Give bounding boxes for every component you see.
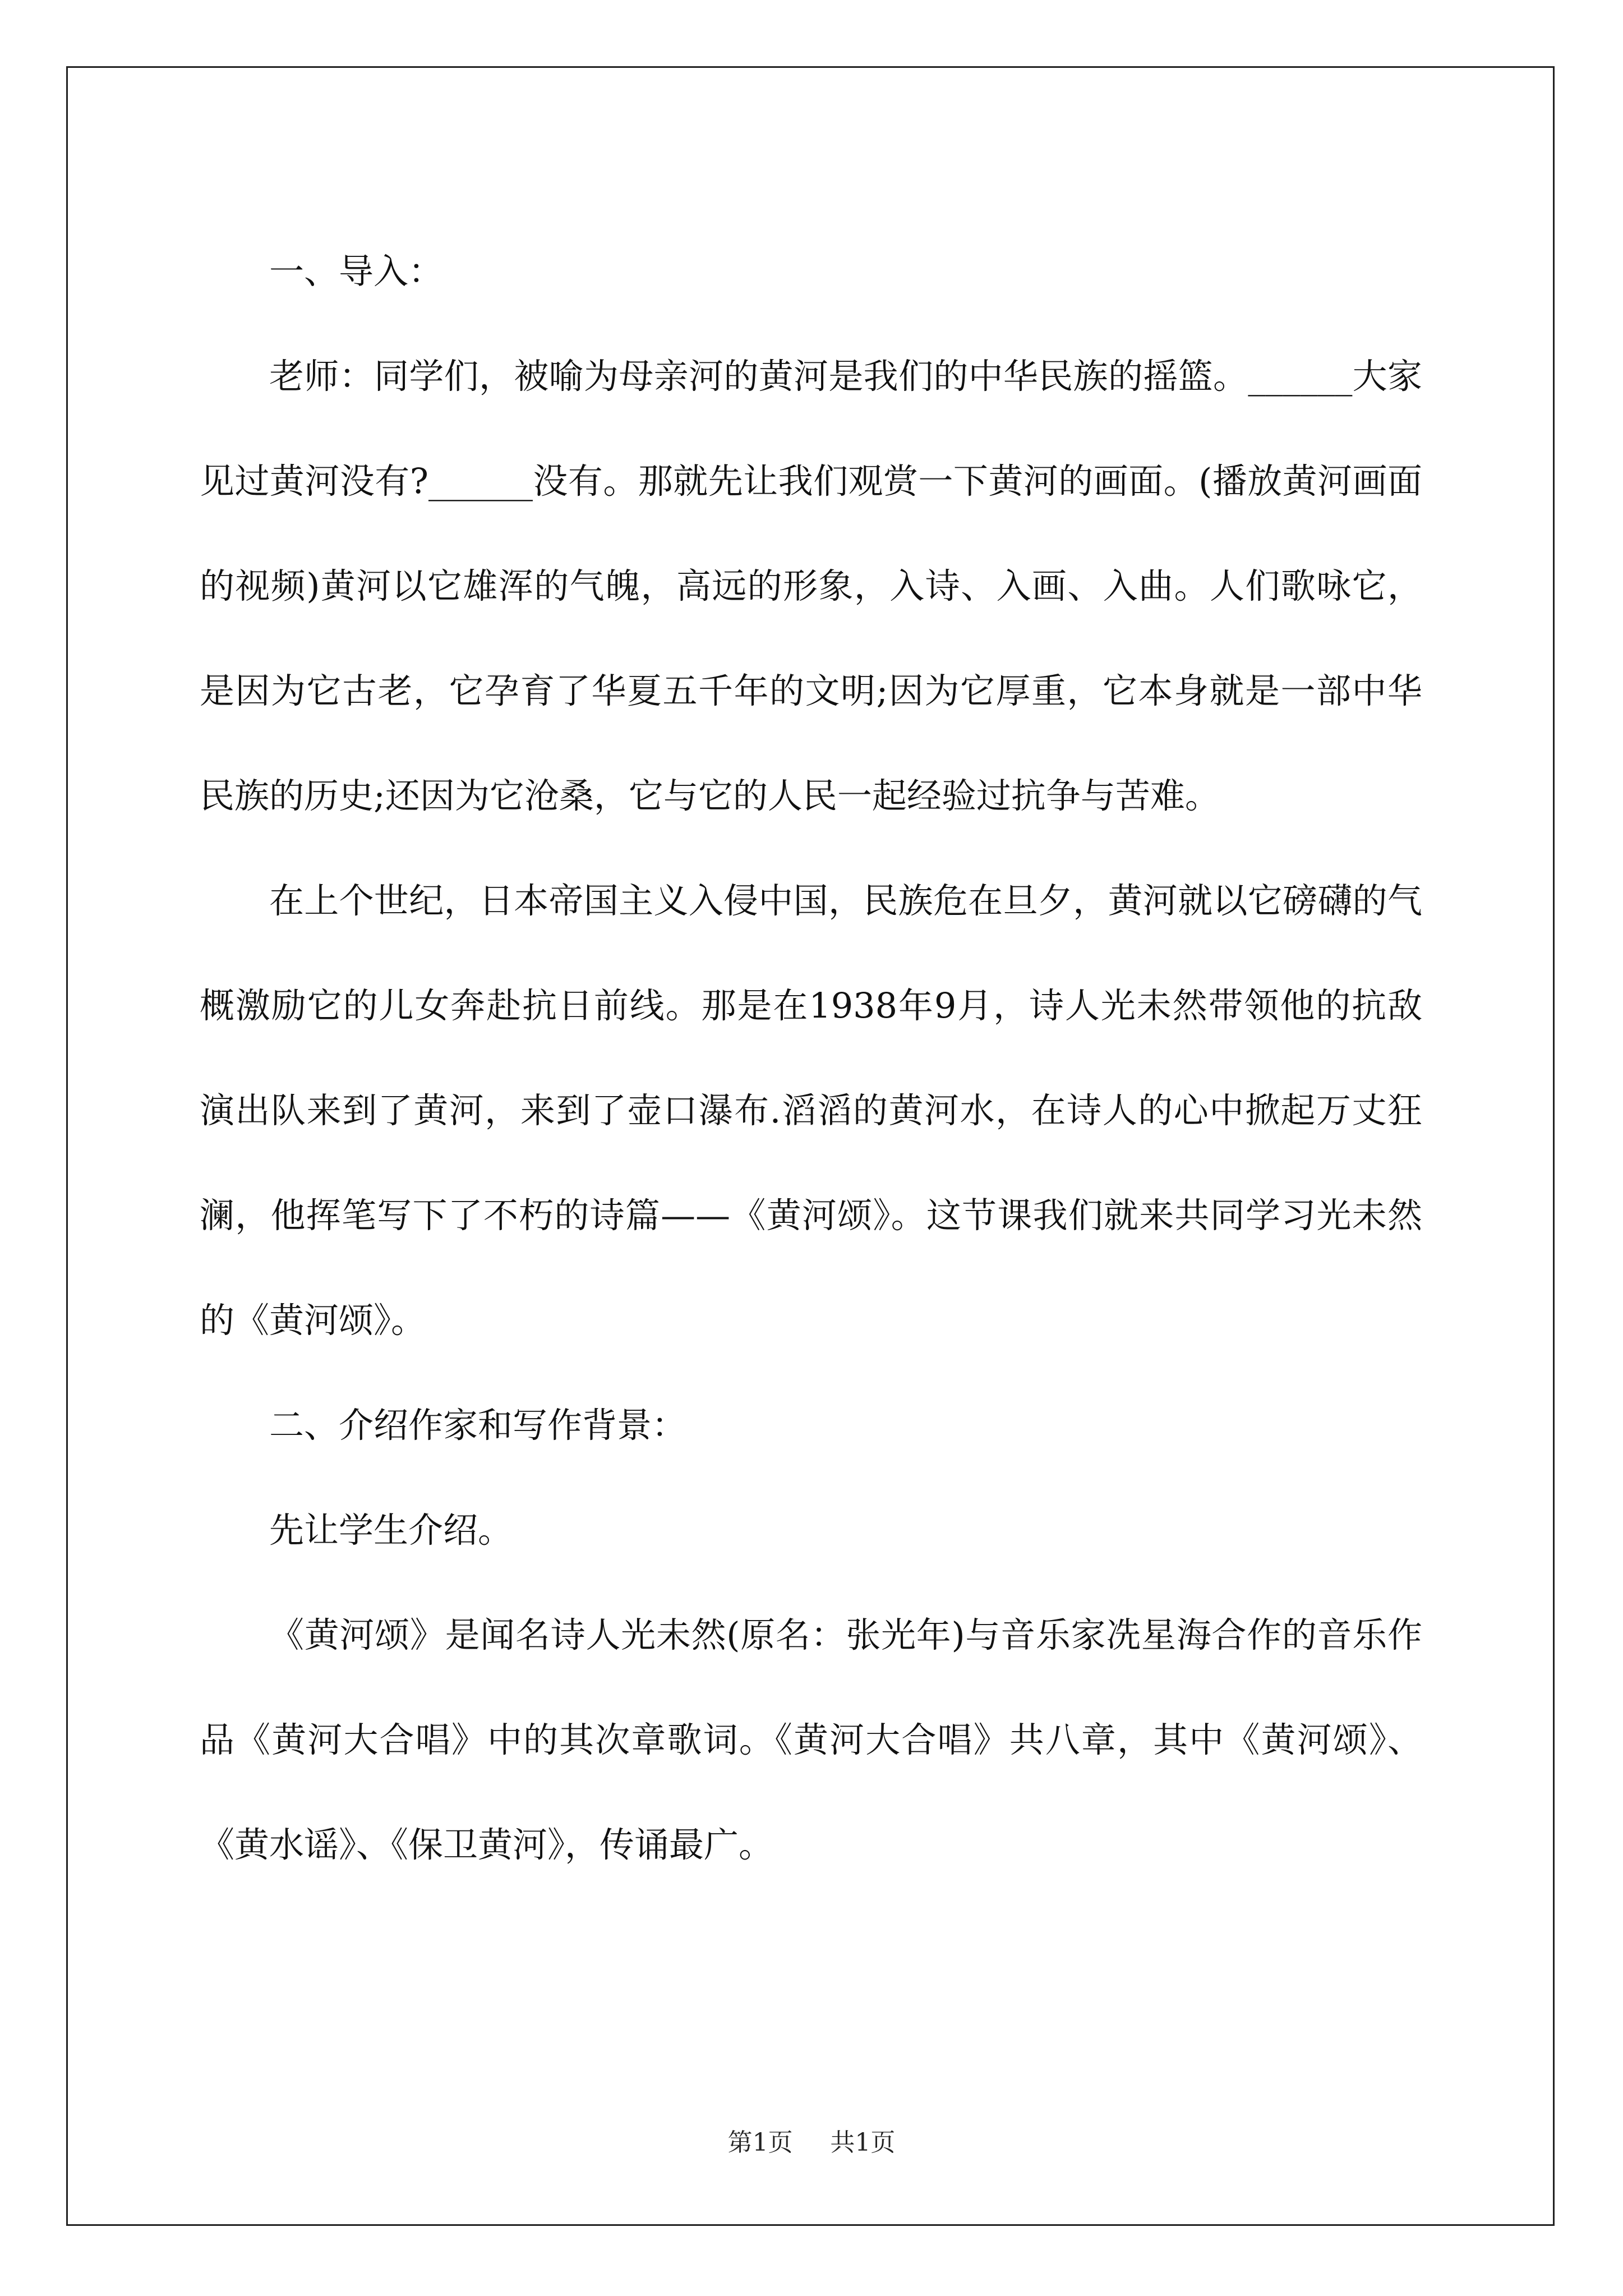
paragraph-history: 在上个世纪，日本帝国主义入侵中国，民族危在旦夕，黄河就以它磅礴的气概激励它的儿女奔赴抗日前线。那是在1938年9月，诗人光未然带领他的抗敌演出队来到了黄河，来到了壶口瀑布.滔滔的黄河水，在诗人的心中掀起万丈狂澜，他挥笔写下了不朽的诗篇——《黄河颂》。这节课我们就来共同学习光未然的《黄河颂》。 <box>200 880 1422 1341</box>
paragraph-background-heading: 二、介绍作家和写作背景： <box>269 1405 687 1446</box>
page-number: 第1页 <box>727 2128 793 2157</box>
paragraph-intro-heading: 一、导入： <box>269 251 444 292</box>
page-footer <box>0 2126 1623 2160</box>
document-body <box>200 219 1422 1897</box>
page-total: 共1页 <box>830 2128 896 2157</box>
paragraph-student-intro: 先让学生介绍。 <box>269 1510 513 1550</box>
paragraph-work-info: 《黄河颂》是闻名诗人光未然(原名：张光年)与音乐家冼星海合作的音乐作品《黄河大合唱》中的其次章歌词。《黄河大合唱》共八章，其中《黄河颂》、《黄水谣》、《保卫黄河》，传诵最广。 <box>200 1614 1422 1865</box>
paragraph-teacher-intro: 老师：同学们，被喻为母亲河的黄河是我们的中华民族的摇篮。______大家见过黄河没有?______没有。那就先让我们观赏一下黄河的画面。(播放黄河画面的视频)黄河以它雄浑的气魄，高远的形象，入诗、入画、入曲。人们歌咏它，是因为它古老，它孕育了华夏五千年的文明;因为它厚重，它本身就是一部中华民族的历史;还因为它沧桑，它与它的人民一起经验过抗争与苦难。 <box>200 356 1422 816</box>
